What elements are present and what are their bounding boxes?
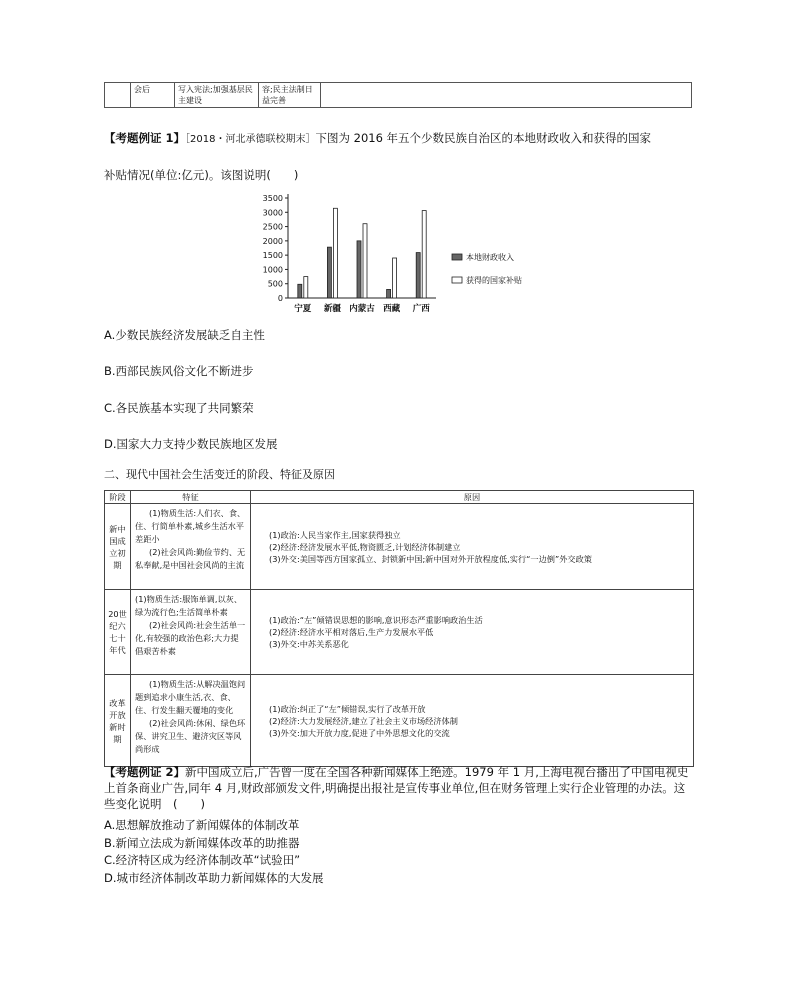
example1-option-d[interactable]: D.国家大力支持少数民族地区发展 bbox=[104, 437, 278, 451]
example1-label: 【考题例证 1】 bbox=[104, 131, 186, 145]
cause-politics: (1)政治:纠正了“左”倾错误,实行了改革开放 bbox=[269, 703, 426, 714]
y-tick-label: 2500 bbox=[262, 222, 283, 232]
y-tick-label: 500 bbox=[267, 279, 283, 289]
example1-stem-line2: 补贴情况(单位:亿元)。该图说明( ) bbox=[104, 168, 299, 182]
header-stage: 阶段 bbox=[105, 491, 131, 504]
stage-cell: 新中国成立初期 bbox=[105, 504, 131, 590]
section2-title: 二、现代中国社会生活变迁的阶段、特征及原因 bbox=[104, 468, 335, 481]
cause-cell bbox=[251, 675, 694, 767]
example2-option-b[interactable]: B.新闻立法成为新闻媒体改革的助推器 bbox=[104, 835, 300, 850]
bar-subsidy bbox=[304, 277, 308, 298]
feature-material: (1)物质生活:从解决温饱问题到追求小康生活,衣、食、住、行发生翻天覆地的变化 bbox=[135, 679, 246, 715]
cause-cell bbox=[251, 504, 694, 590]
cause-politics: (1)政治:人民当家作主,国家获得独立 bbox=[269, 529, 401, 540]
cause-politics: (1)政治:“左”倾错误思想的影响,意识形态严重影响政治生活 bbox=[269, 615, 483, 625]
example2-options bbox=[104, 817, 324, 887]
fiscal-bar-chart bbox=[240, 192, 560, 322]
bar-income bbox=[298, 284, 302, 298]
y-tick-label: 3000 bbox=[262, 208, 283, 218]
legend-swatch-subsidy bbox=[452, 277, 462, 283]
cause-diplomacy: (3)外交:中苏关系恶化 bbox=[269, 639, 349, 649]
bar-income bbox=[416, 253, 420, 298]
feature-cell bbox=[131, 675, 251, 767]
x-tick-label: 内蒙古 bbox=[349, 304, 375, 314]
table-header-row bbox=[105, 491, 694, 504]
cause-diplomacy: (3)外交:美国等西方国家孤立、封锁新中国;新中国对外开放程度低,实行“一边倒”外交政策 bbox=[269, 553, 592, 564]
table-row bbox=[105, 504, 694, 590]
bar-income bbox=[327, 247, 331, 298]
example2-label: 【考题例证 2】 bbox=[104, 765, 186, 779]
cause-diplomacy: (3)外交:加大开放力度,促进了中外思想文化的交流 bbox=[269, 727, 450, 738]
stage-cell: 改革开放新时期 bbox=[105, 675, 131, 767]
bar-subsidy bbox=[363, 224, 367, 298]
y-tick-label: 1000 bbox=[262, 265, 283, 275]
x-tick-label: 广西 bbox=[412, 304, 430, 314]
example2-text: 新中国成立后,广告曾一度在全国各种新闻媒体上绝迹。1979 年 1 月,上海电视台播出了中国电视史上首条商业广告,同年 4 月,财政部颁发文件,明确提出报社是宣传事业单位,但在财务管理上实行企业管理的办法。这些变化说明 ( ) bbox=[104, 765, 689, 811]
x-tick-label: 宁夏 bbox=[294, 304, 312, 314]
stage-cell: 20世纪六七十年代 bbox=[105, 590, 131, 675]
bar-subsidy bbox=[422, 211, 426, 298]
top-table-cell-empty-2 bbox=[321, 83, 692, 108]
table-row bbox=[105, 590, 694, 675]
y-tick-label: 1500 bbox=[262, 251, 283, 261]
example1-heading bbox=[104, 131, 694, 147]
example1-source: ［2018・河北承德联校期末］ bbox=[185, 134, 316, 145]
legend-label-income: 本地财政收入 bbox=[466, 253, 514, 262]
feature-custom: (2)社会风尚:社会生活单一化,有较强的政治色彩;大力提倡艰苦朴素 bbox=[135, 620, 246, 656]
feature-cell bbox=[131, 590, 251, 675]
cause-economy: (2)经济:经济水平相对落后,生产力发展水平低 bbox=[269, 627, 434, 637]
cause-economy: (2)经济:经济发展水平低,物资匮乏,计划经济体制建立 bbox=[269, 541, 461, 552]
feature-cell bbox=[131, 504, 251, 590]
feature-material: (1)物质生活:服饰单调,以灰、绿为流行色;生活简单朴素 bbox=[135, 594, 243, 617]
header-cause: 原因 bbox=[251, 491, 694, 504]
example1-option-c[interactable]: C.各民族基本实现了共同繁荣 bbox=[104, 401, 254, 415]
example2-option-c[interactable]: C.经济特区成为经济体制改革“试验田” bbox=[104, 853, 301, 867]
feature-custom: (2)社会风尚:勤俭节约、无私奉献,是中国社会风尚的主流 bbox=[135, 547, 246, 570]
example1-option-a[interactable]: A.少数民族经济发展缺乏自主性 bbox=[104, 328, 265, 342]
feature-material: (1)物质生活:人们衣、食、住、行简单朴素,城乡生活水平差距小 bbox=[135, 508, 246, 544]
example2-option-a[interactable]: A.思想解放推动了新闻媒体的体制改革 bbox=[104, 818, 300, 832]
x-tick-label: 西藏 bbox=[383, 304, 401, 314]
bar-subsidy bbox=[393, 258, 397, 298]
social-change-table bbox=[104, 490, 694, 767]
top-table-cell-empty bbox=[105, 83, 131, 108]
table-row bbox=[105, 675, 694, 767]
legend-swatch-income bbox=[452, 254, 462, 260]
y-tick-label: 2000 bbox=[262, 236, 283, 246]
x-tick-label: 新疆 bbox=[323, 304, 341, 314]
example1-option-b[interactable]: B.西部民族风俗文化不断进步 bbox=[104, 364, 254, 378]
top-table-cell-3: 写入宪法;加强基层民主建设 bbox=[175, 83, 259, 108]
cause-cell bbox=[251, 590, 694, 675]
bar-income bbox=[357, 241, 361, 298]
top-table-cell-2: 会后 bbox=[131, 83, 175, 108]
top-partial-table bbox=[104, 82, 692, 108]
top-table-cell-4: 容;民主法制日益完善 bbox=[259, 83, 321, 108]
y-tick-label: 0 bbox=[277, 294, 283, 303]
bar-subsidy bbox=[333, 208, 337, 298]
feature-custom: (2)社会风尚:休闲、绿色环保、讲究卫生、避济灾区等风尚形成 bbox=[135, 718, 246, 754]
example2-stem bbox=[104, 764, 694, 812]
bar-income bbox=[387, 289, 391, 298]
cause-economy: (2)经济:大力发展经济,建立了社会主义市场经济体制 bbox=[269, 715, 458, 726]
y-tick-label: 3500 bbox=[262, 194, 283, 203]
example1-stem: 下图为 2016 年五个少数民族自治区的本地财政收入和获得的国家 bbox=[315, 131, 652, 145]
example2-option-d[interactable]: D.城市经济体制改革助力新闻媒体的大发展 bbox=[104, 870, 324, 885]
legend-label-subsidy: 获得的国家补贴 bbox=[466, 276, 522, 285]
header-feature: 特征 bbox=[131, 491, 251, 504]
